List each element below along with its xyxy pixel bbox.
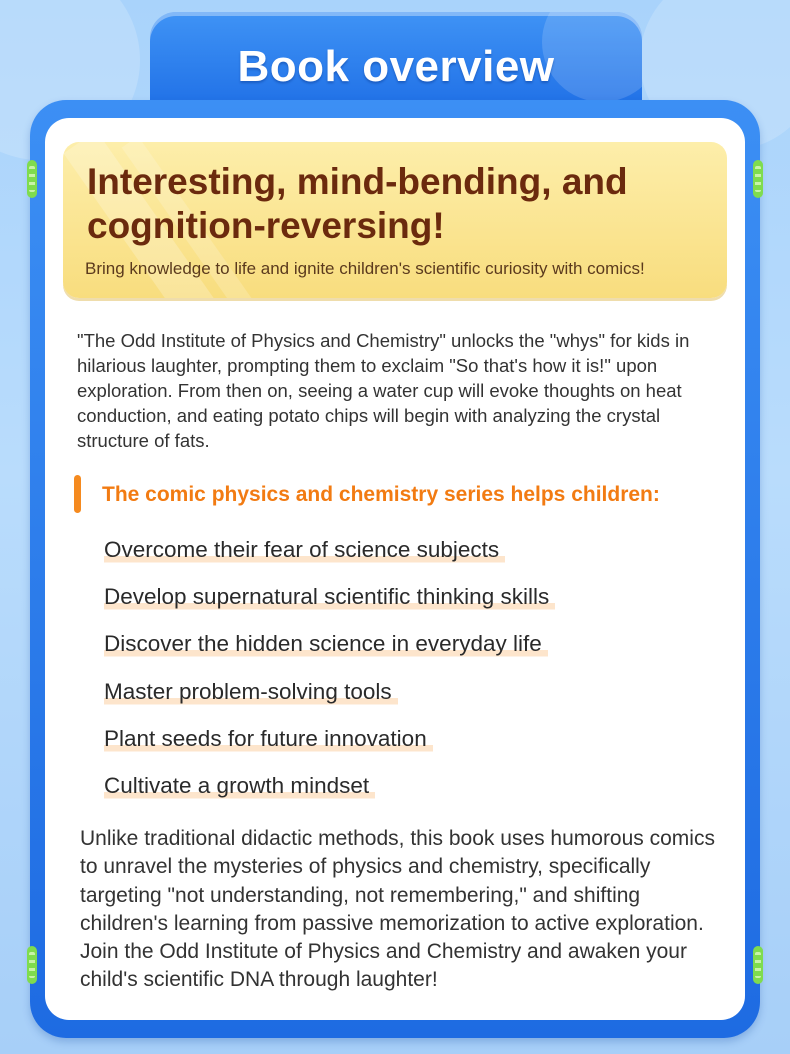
benefit-item: Overcome their fear of science subjects xyxy=(104,535,505,565)
benefit-item: Master problem-solving tools xyxy=(104,677,398,707)
highlight-subtitle: Bring knowledge to life and ignite children's scientific curiosity with comics! xyxy=(85,259,645,278)
header-tab xyxy=(150,12,642,112)
intro-paragraph: "The Odd Institute of Physics and Chemistry" unlocks the "whys" for kids in hilarious laughter, prompting them to exclaim "So that's how it is!" upon exploration. From then on, seeing a water cup will evoke thoughts on heat conduction, and eating potato chips will begin with analyzing the crystal structure of fats. xyxy=(77,330,690,451)
benefit-item: Cultivate a growth mindset xyxy=(104,771,375,801)
section-accent-bar xyxy=(74,475,81,513)
right-top-notch xyxy=(753,160,763,198)
section-heading: The comic physics and chemistry series helps children: xyxy=(102,483,660,506)
left-bottom-notch xyxy=(27,946,37,984)
benefit-item: Develop supernatural scientific thinking skills xyxy=(104,582,555,612)
closing-paragraph: Unlike traditional didactic methods, this book uses humorous comics to unravel the mysteries of physics and chemistry, specifically targeting "not understanding, not remembering," and shifting children's learning from passive memorization to active exploration. Join the Odd Institute of Physics and Chemistry and awaken your child's scientific DNA through laughter! xyxy=(80,827,715,992)
highlight-banner xyxy=(63,142,727,298)
benefit-item: Discover the hidden science in everyday life xyxy=(104,629,548,659)
highlight-title: Interesting, mind-bending, and cognition-reversing! xyxy=(87,161,628,246)
right-bottom-notch xyxy=(753,946,763,984)
left-top-notch xyxy=(27,160,37,198)
page-title: Book overview xyxy=(237,42,555,91)
benefit-item: Plant seeds for future innovation xyxy=(104,724,433,754)
